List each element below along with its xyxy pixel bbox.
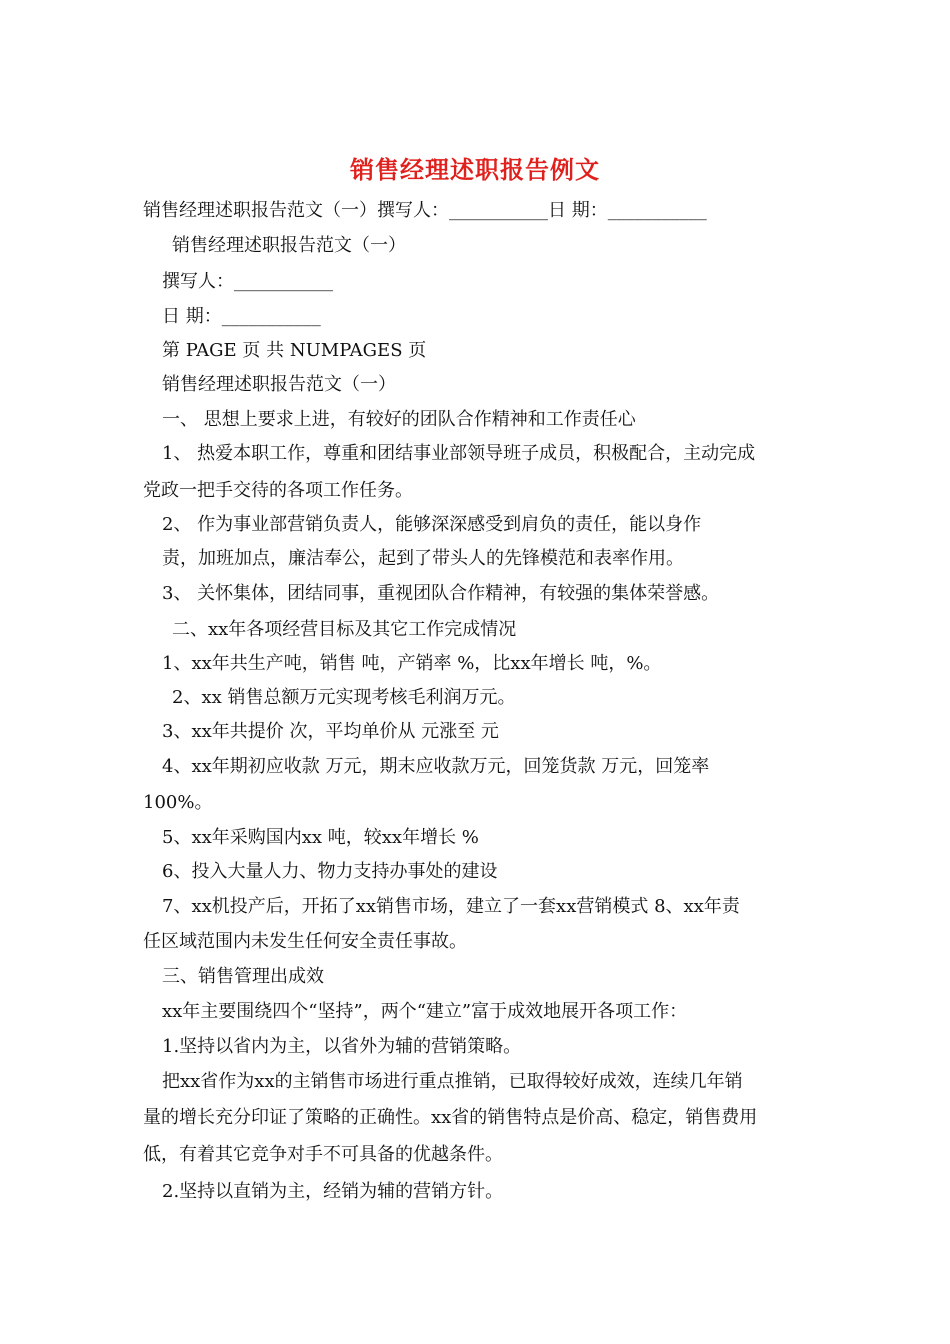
text-line: 销售经理述职报告范文（一） bbox=[172, 235, 406, 256]
text-line: 7、xx机投产后，开拓了xx销售市场，建立了一套xx营销模式 8、xx年责 bbox=[162, 896, 740, 917]
document-title: 销售经理述职报告例文 bbox=[350, 155, 600, 184]
text-line: 1.坚持以省内为主，以省外为辅的营销策略。 bbox=[162, 1036, 522, 1057]
text-line: 3、 关怀集体，团结同事，重视团队合作精神，有较强的集体荣誉感。 bbox=[162, 583, 720, 604]
text-line: 1、 热爱本职工作，尊重和团结事业部领导班子成员，积极配合，主动完成 bbox=[162, 443, 756, 464]
section-heading: 二、xx年各项经营目标及其它工作完成情况 bbox=[172, 619, 517, 640]
text-line: 党政一把手交待的各项工作任务。 bbox=[143, 480, 413, 501]
text-line: 4、xx年期初应收款 万元，期末应收款万元，回笼货款 万元，回笼率 bbox=[162, 756, 710, 777]
text-line: 第 PAGE 页 共 NUMPAGES 页 bbox=[162, 340, 427, 361]
text-line: 6、投入大量人力、物力支持办事处的建设 bbox=[162, 861, 498, 882]
text-line: 1、xx年共生产吨，销售 吨，产销率 %，比xx年增长 吨，%。 bbox=[162, 653, 662, 674]
text-line: 撰写人：___________ bbox=[162, 271, 333, 292]
text-line: 3、xx年共提价 次，平均单价从 元涨至 元 bbox=[162, 721, 499, 742]
section-heading: 三、销售管理出成效 bbox=[162, 966, 324, 987]
text-line: 任区域范围内未发生任何安全责任事故。 bbox=[143, 931, 467, 952]
text-line: 2、xx 销售总额万元实现考核毛利润万元。 bbox=[172, 687, 516, 708]
text-line: 把xx省作为xx的主销售市场进行重点推销，已取得较好成效，连续几年销 bbox=[162, 1071, 743, 1092]
text-line: 责，加班加点，廉洁奉公，起到了带头人的先锋模范和表率作用。 bbox=[162, 548, 684, 569]
text-line: 量的增长充分印证了策略的正确性。xx省的销售特点是价高、稳定，销售费用 bbox=[143, 1107, 758, 1128]
text-line: 销售经理述职报告范文（一） bbox=[162, 374, 396, 395]
text-line: 100%。 bbox=[143, 792, 213, 813]
text-line: 5、xx年采购国内xx 吨，较xx年增长 % bbox=[162, 827, 479, 848]
text-line: 低，有着其它竞争对手不可具备的优越条件。 bbox=[143, 1144, 503, 1165]
text-line: 2、 作为事业部营销负责人，能够深深感受到肩负的责任，能以身作 bbox=[162, 514, 702, 535]
text-line: 2.坚持以直销为主，经销为辅的营销方针。 bbox=[162, 1181, 504, 1202]
text-line: 一、 思想上要求上进，有较好的团队合作精神和工作责任心 bbox=[162, 409, 636, 430]
text-line: 销售经理述职报告范文（一）撰写人：___________日 期：___________ bbox=[143, 200, 707, 221]
text-line: xx年主要围绕四个“坚持”，两个“建立”富于成效地展开各项工作： bbox=[162, 1001, 688, 1022]
text-line: 日 期：___________ bbox=[162, 306, 321, 327]
